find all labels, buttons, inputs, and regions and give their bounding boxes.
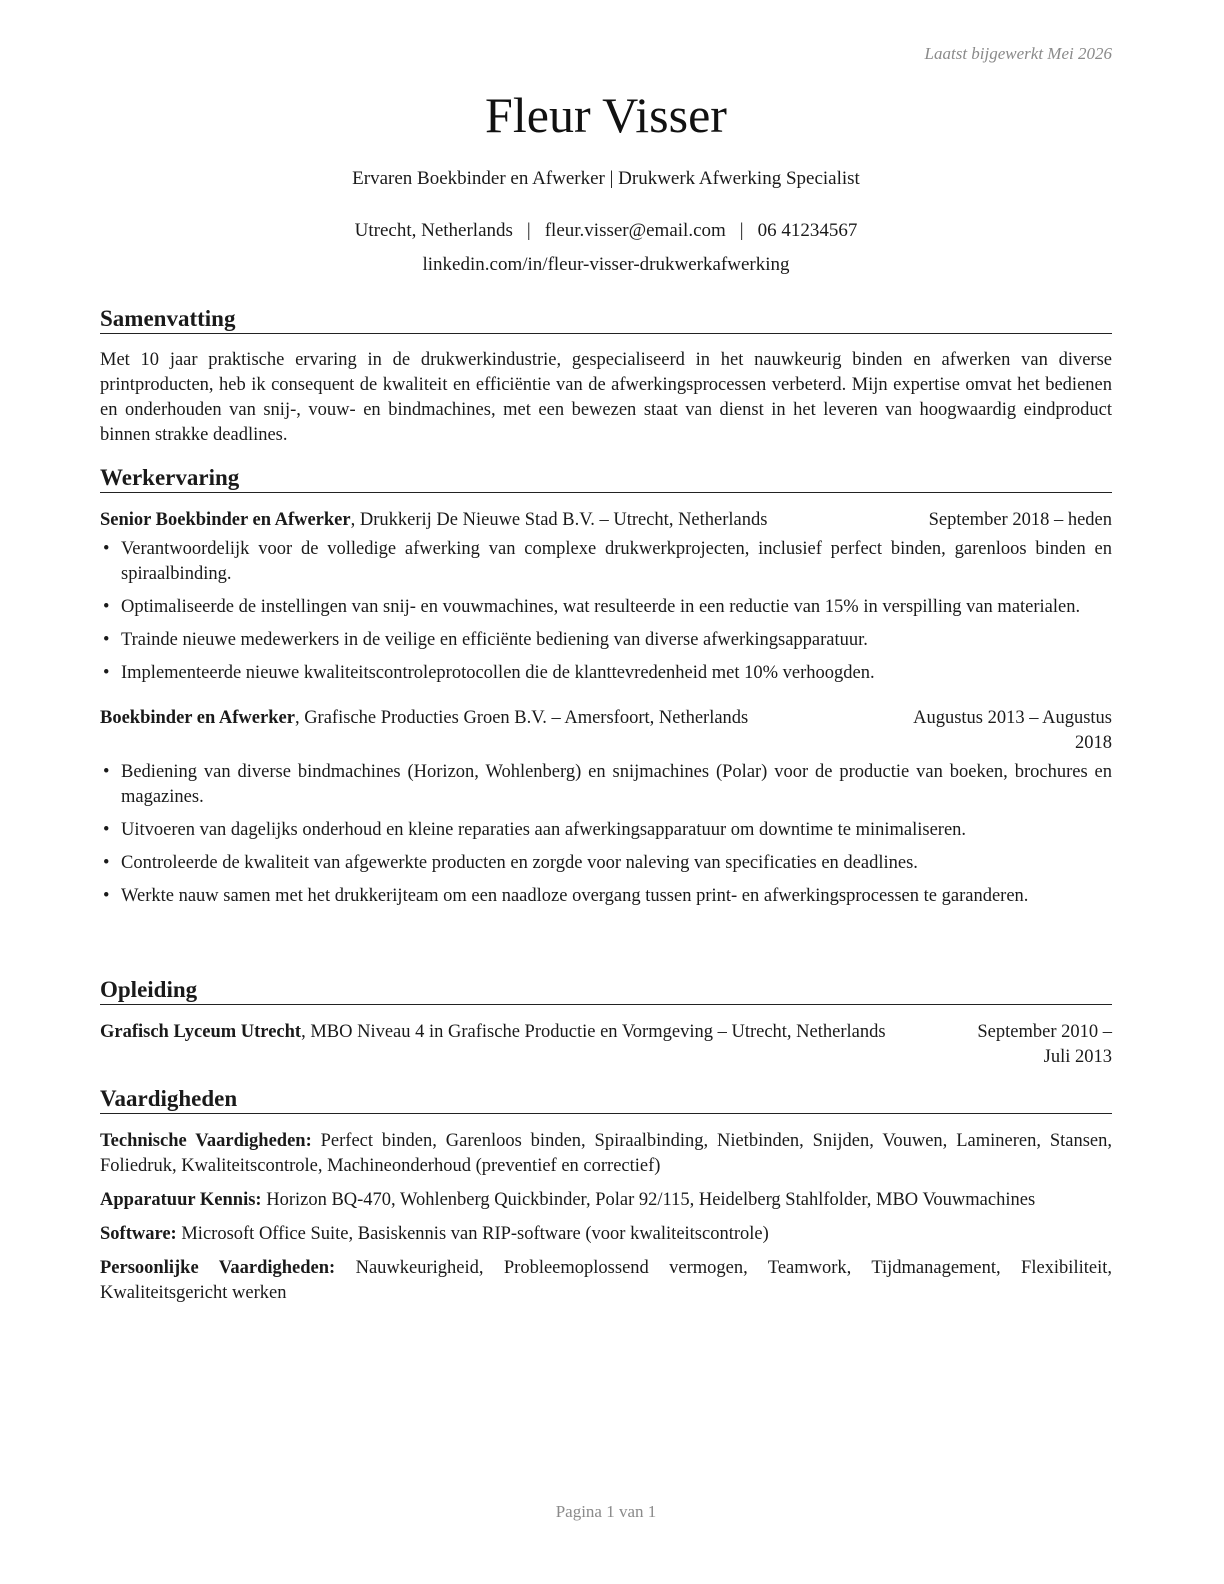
skill-label: Apparatuur Kennis: bbox=[100, 1190, 262, 1210]
skill-text: Perfect binden, Garenloos binden, Spiraalbinding, Nietbinden, Snijden, Vouwen, Lamineren, Stansen, Foliedruk, Kwaliteitscontrole, Machineonderhoud (preventief en correctief) bbox=[100, 1131, 1113, 1176]
separator: | bbox=[526, 220, 531, 241]
skill-row bbox=[100, 1256, 1112, 1306]
job-title: Boekbinder en Afwerker bbox=[100, 708, 295, 728]
section-heading: Vaardigheden bbox=[100, 1086, 1112, 1114]
skills-section bbox=[100, 1086, 1112, 1315]
section-heading: Opleiding bbox=[100, 977, 1112, 1005]
list-item: • Bediening van diverse bindmachines (Horizon, Wohlenberg) en snijmachines (Polar) voor de productie van boeken, brochures en magazines. bbox=[100, 760, 1112, 810]
skill-text: Horizon BQ-470, Wohlenberg Quickbinder, Polar 92/115, Heidelberg Stahlfolder, MBO Vouwmachines bbox=[261, 1190, 1036, 1210]
job-bullets bbox=[100, 760, 1112, 909]
list-item: • Uitvoeren van dagelijks onderhoud en kleine reparaties aan afwerkingsapparatuur om downtime te minimaliseren. bbox=[100, 818, 1112, 843]
skill-row bbox=[100, 1129, 1112, 1179]
list-item: • Werkte nauw samen met het drukkerijteam om een naadloze overgang tussen print- en afwerkingsprocessen te garanderen. bbox=[100, 884, 1112, 909]
education-entry bbox=[100, 1020, 1112, 1070]
skill-row bbox=[100, 1222, 1112, 1247]
page-number: Pagina 1 van 1 bbox=[555, 1502, 657, 1521]
job-employer: , Grafische Producties Groen B.V. – Amersfoort, Netherlands bbox=[294, 708, 749, 728]
summary-text: Met 10 jaar praktische ervaring in de drukwerkindustrie, gespecialiseerd in het nauwkeurig binden en afwerken van diverse printproducten, heb ik consequent de kwaliteit en efficiëntie van de afwerkingsprocessen verbeterd. Mijn expertise omvat het bedienen en onderhouden van snij-, vouw- en bindmachines, met een bewezen staat van dienst in het leveren van hoogwaardig eindproduct binnen strakke deadlines. bbox=[100, 350, 1112, 445]
job-bullets bbox=[100, 537, 1112, 686]
list-item: • Verantwoordelijk voor de volledige afwerking van complexe drukwerkprojecten, inclusief perfect binden, garenloos binden en spiraalbinding. bbox=[100, 537, 1112, 587]
skill-label: Persoonlijke Vaardigheden: bbox=[100, 1258, 336, 1278]
phone: 06 41234567 bbox=[757, 220, 858, 241]
section-heading: Samenvatting bbox=[100, 306, 1112, 334]
location: Utrecht, Netherlands bbox=[354, 220, 513, 241]
job-title: Senior Boekbinder en Afwerker bbox=[100, 510, 351, 530]
job-date: Augustus 2013 – Augustus 2018 bbox=[913, 708, 1112, 753]
separator: | bbox=[739, 220, 744, 241]
email-link[interactable]: fleur.visser@email.com bbox=[544, 220, 726, 241]
linkedin-link[interactable]: linkedin.com/in/fleur-visser-drukwerkafwerking bbox=[422, 254, 790, 275]
skill-row bbox=[100, 1188, 1112, 1213]
contact-line bbox=[0, 220, 1212, 242]
skill-text: Nauwkeurigheid, Probleemoplossend vermogen, Teamwork, Tijdmanagement, Flexibiliteit, Kwaliteitsgericht werken bbox=[100, 1258, 1112, 1303]
list-item: • Trainde nieuwe medewerkers in de veilige en efficiënte bediening van diverse afwerkingsapparatuur. bbox=[100, 628, 1112, 653]
education-date: September 2010 – Juli 2013 bbox=[977, 1022, 1112, 1067]
skill-text: Microsoft Office Suite, Basiskennis van RIP-software (voor kwaliteitscontrole) bbox=[176, 1224, 769, 1244]
job-header bbox=[100, 508, 1112, 533]
tagline: Ervaren Boekbinder en Afwerker | Drukwerk Afwerking Specialist bbox=[352, 168, 860, 189]
last-updated: Laatst bijgewerkt Mei 2026 bbox=[924, 44, 1112, 63]
summary-section bbox=[100, 306, 1112, 448]
job-date: September 2018 – heden bbox=[928, 510, 1112, 530]
list-item: • Optimaliseerde de instellingen van snij- en vouwmachines, wat resulteerde in een reductie van 15% in verspilling van materialen. bbox=[100, 595, 1112, 620]
job-employer: , Drukkerij De Nieuwe Stad B.V. – Utrecht, Netherlands bbox=[350, 510, 768, 530]
experience-section bbox=[100, 465, 1112, 917]
list-item: • Implementeerde nieuwe kwaliteitscontroleprotocollen die de klanttevredenheid met 10% verhoogden. bbox=[100, 661, 1112, 686]
skill-label: Software: bbox=[100, 1224, 177, 1244]
list-item: • Controleerde de kwaliteit van afgewerkte producten en zorgde voor naleving van specificaties en deadlines. bbox=[100, 851, 1112, 876]
candidate-name: Fleur Visser bbox=[485, 87, 727, 143]
job-entry bbox=[100, 508, 1112, 686]
degree: , MBO Niveau 4 in Grafische Productie en Vormgeving – Utrecht, Netherlands bbox=[301, 1022, 886, 1042]
section-heading: Werkervaring bbox=[100, 465, 1112, 493]
job-entry bbox=[100, 706, 1112, 909]
job-header bbox=[100, 706, 1112, 756]
skill-label: Technische Vaardigheden: bbox=[100, 1131, 312, 1151]
school-name: Grafisch Lyceum Utrecht bbox=[100, 1022, 302, 1042]
education-section bbox=[100, 977, 1112, 1070]
